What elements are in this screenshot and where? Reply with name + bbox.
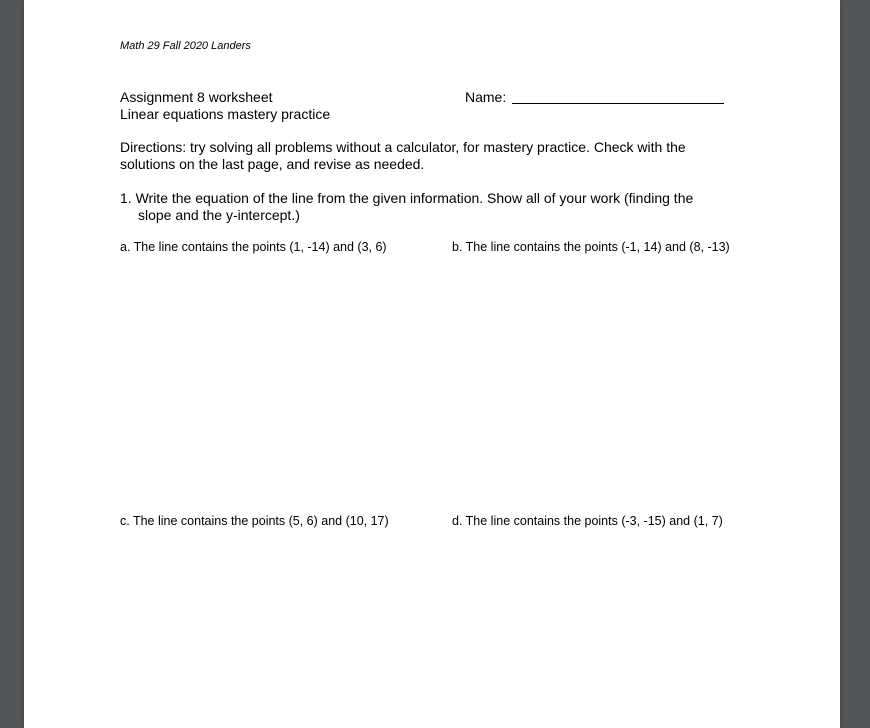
directions-line-2: solutions on the last page, and revise as needed. bbox=[120, 156, 425, 172]
question-part-c: c. The line contains the points (5, 6) and (10, 17) bbox=[120, 514, 389, 528]
course-header: Math 29 Fall 2020 Landers bbox=[120, 40, 251, 52]
document-page bbox=[24, 0, 840, 728]
question-part-a: a. The line contains the points (1, -14) and (3, 6) bbox=[120, 240, 387, 254]
question-part-d: d. The line contains the points (-3, -15) and (1, 7) bbox=[452, 514, 723, 528]
question-part-b: b. The line contains the points (-1, 14) and (8, -13) bbox=[452, 240, 730, 254]
name-label: Name: bbox=[465, 89, 507, 105]
assignment-subtitle: Linear equations mastery practice bbox=[120, 106, 331, 122]
directions-line-1: Directions: try solving all problems without a calculator, for mastery practice. Check with the bbox=[120, 139, 686, 155]
question-1-line-2: slope and the y-intercept.) bbox=[138, 207, 300, 223]
name-blank-line bbox=[512, 103, 724, 104]
question-1-line-1: 1. Write the equation of the line from the given information. Show all of your work (finding the bbox=[120, 190, 694, 206]
assignment-title: Assignment 8 worksheet bbox=[120, 89, 273, 105]
